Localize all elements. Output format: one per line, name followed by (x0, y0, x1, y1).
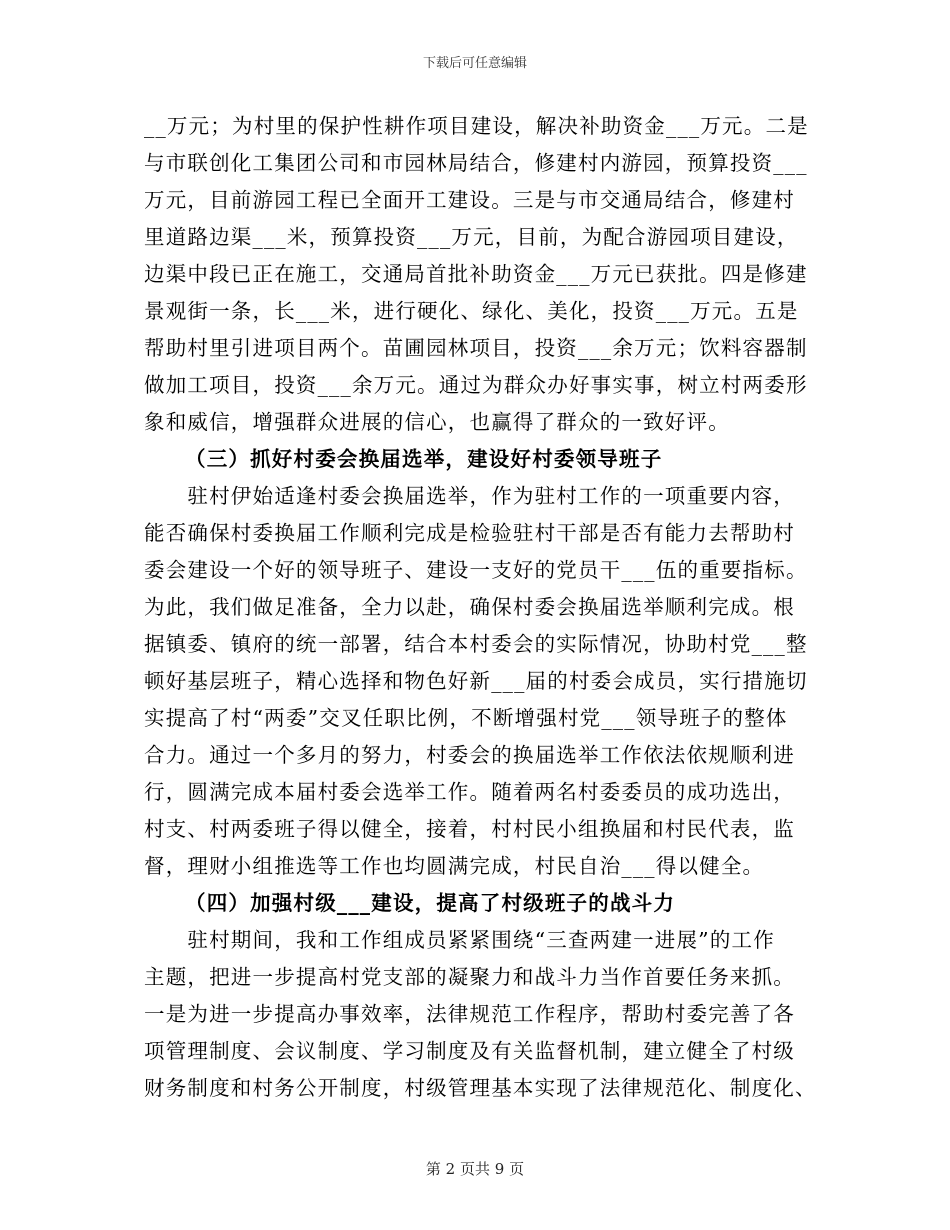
paragraph-line: 万元，目前游园工程已全面开工建设。三是与市交通局结合，修建村 (144, 188, 795, 212)
paragraph-line: __万元；为村里的保护性耕作项目建设，解决补助资金___万元。二是 (144, 114, 809, 138)
paragraph-line: 主题，把进一步提高村党支部的凝聚力和战斗力当作首要任务来抓。 (144, 965, 795, 989)
section-heading: （四）加强村级___建设，提高了村级班子的战斗力 (185, 891, 676, 915)
paragraph-line: 驻村伊始适逢村委会换届选举，作为驻村工作的一项重要内容， (144, 484, 795, 508)
paragraph-line: 督，理财小组推选等工作也均圆满完成，村民自治___得以健全。 (144, 854, 765, 878)
section-heading: （三）抓好村委会换届选举，建设好村委领导班子 (185, 447, 663, 471)
paragraph-line: 项管理制度、会议制度、学习制度及有关监督机制，建立健全了村级 (144, 1039, 795, 1063)
page-header: 下载后可任意编辑 (422, 56, 527, 71)
paragraph-line: 顿好基层班子，精心选择和物色好新___届的村委会成员，实行措施切 (144, 669, 808, 693)
paragraph-line: 村支、村两委班子得以健全，接着，村村民小组换届和村民代表，监 (144, 817, 795, 841)
paragraph-line: 一是为进一步提高办事效率，法律规范工作程序，帮助村委完善了各 (144, 1002, 795, 1026)
paragraph-line: 里道路边渠___米，预算投资___万元，目前，为配合游园项目建设， (144, 225, 799, 249)
paragraph-line: 实提高了村“两委”交叉任职比例，不断增强村党___领导班子的整体 (144, 706, 788, 730)
paragraph-line: 委会建设一个好的领导班子、建设一支好的党员干___伍的重要指标。 (144, 558, 808, 582)
paragraph-line: 财务制度和村务公开制度，村级管理基本实现了法律规范化、制度化、 (144, 1076, 817, 1100)
paragraph-line: 驻村期间，我和工作组成员紧紧围绕“三查两建一进展”的工作 (144, 928, 775, 952)
paragraph-line: 为此，我们做足准备，全力以赴，确保村委会换届选举顺利完成。根 (144, 595, 795, 619)
page-number: 第 2 页共 9 页 (425, 1160, 525, 1178)
document-body (144, 108, 817, 1107)
paragraph-line: 与市联创化工集团公司和市园林局结合，修建村内游园，预算投资___ (144, 151, 808, 175)
paragraph-line: 做加工项目，投资___余万元。通过为群众办好事实事，树立村两委形 (144, 373, 808, 397)
paragraph-line: 边渠中段已正在施工，交通局首批补助资金___万元已获批。四是修建 (144, 262, 808, 286)
paragraph-line: 能否确保村委换届工作顺利完成是检验驻村干部是否有能力去帮助村 (144, 521, 795, 545)
paragraph-line: 行，圆满完成本届村委会选举工作。随着两名村委委员的成功选出， (144, 780, 795, 804)
paragraph-line: 据镇委、镇府的统一部署，结合本村委会的实际情况，协助村党___整 (144, 632, 808, 656)
paragraph-line: 象和威信，增强群众进展的信心，也赢得了群众的一致好评。 (144, 410, 730, 434)
paragraph-line: 景观街一条，长___米，进行硬化、绿化、美化，投资___万元。五是 (144, 299, 799, 323)
paragraph-line: 合力。通过一个多月的努力，村委会的换届选举工作依法依规顺利进 (144, 743, 795, 767)
paragraph-line: 帮助村里引进项目两个。苗圃园林项目，投资___余万元；饮料容器制 (144, 336, 808, 360)
